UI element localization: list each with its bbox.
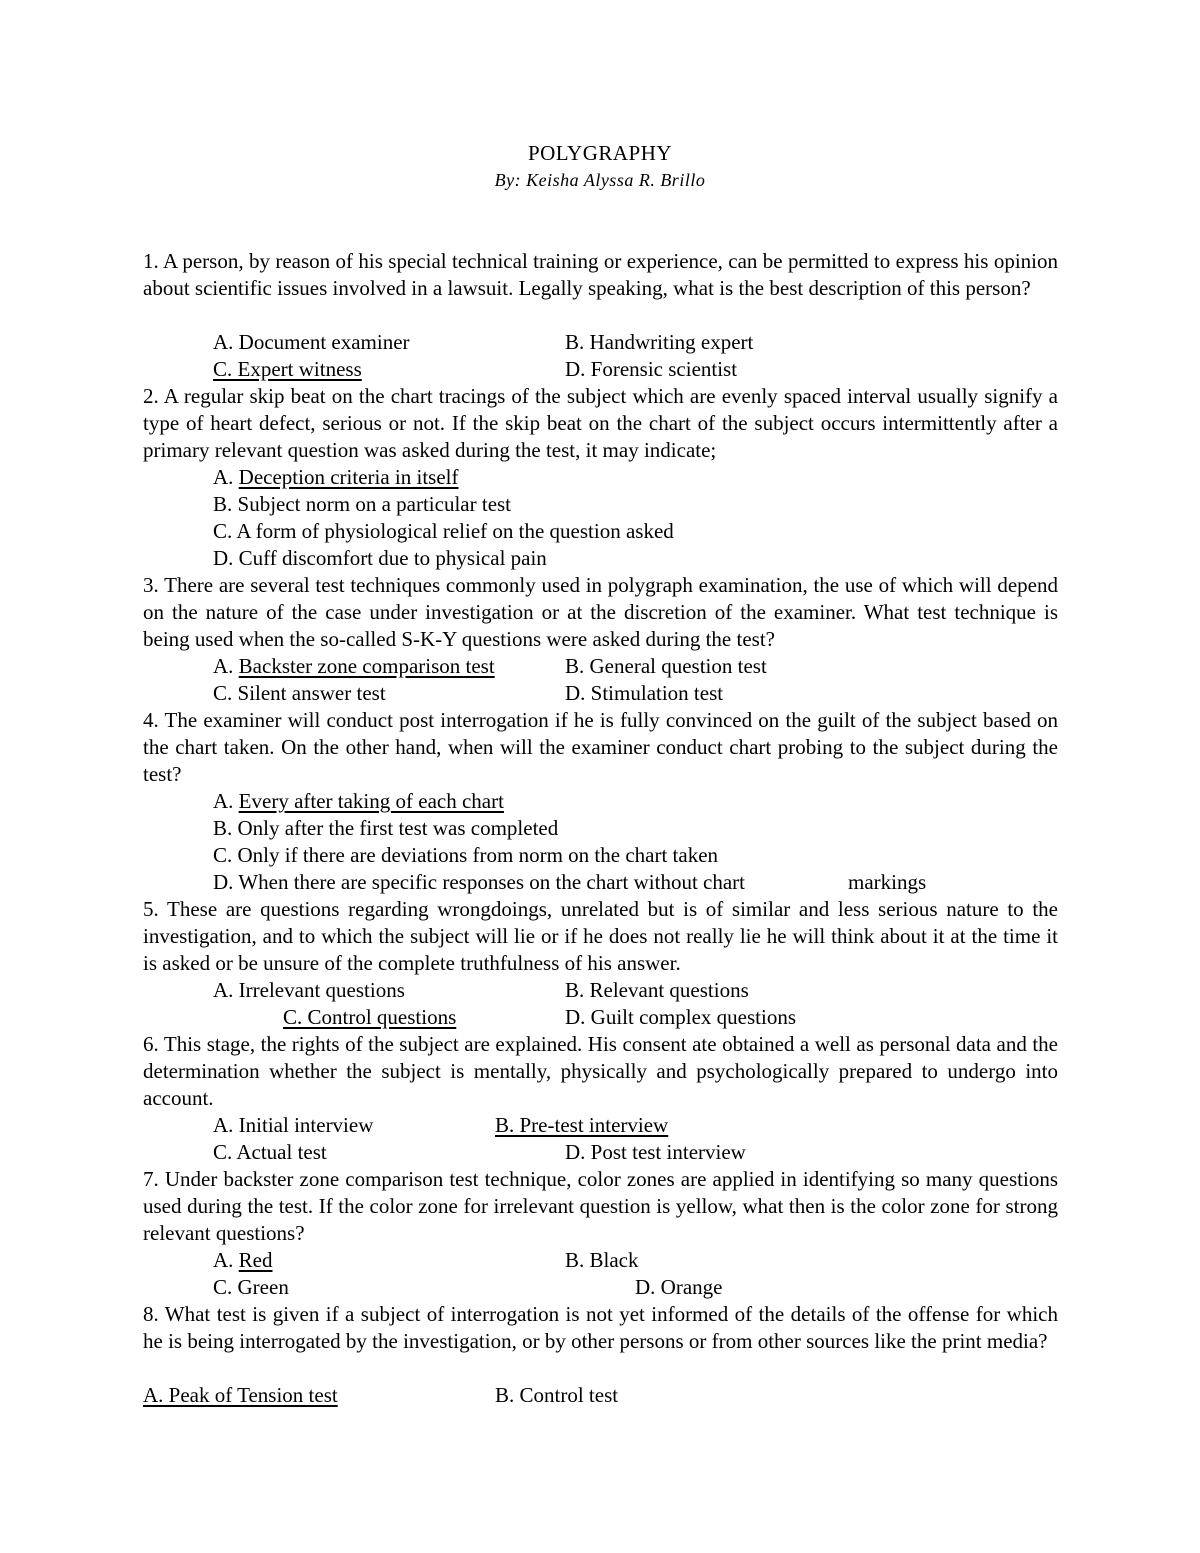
question-3-option-c (213, 680, 386, 707)
option-text: Every after taking of each chart (238, 789, 504, 813)
option-letter: A. (213, 654, 239, 678)
option-text: A form of physiological relief on the question asked (236, 519, 674, 543)
question-3-option-b (565, 653, 767, 680)
question-7-option-c (213, 1274, 289, 1301)
question-8-option-a (143, 1382, 338, 1409)
question-5-option-d (565, 1004, 796, 1031)
option-text: Expert witness (237, 357, 362, 381)
option-text: C. Control questions (283, 1005, 457, 1029)
option-letter: D. (213, 870, 239, 894)
question-7-option-a (213, 1247, 273, 1274)
question-1-option-a (213, 329, 410, 356)
document-author: By: Keisha Alyssa R. Brillo (494, 170, 706, 190)
option-text: Only if there are deviations from norm on the chart taken (237, 843, 719, 867)
option-text: Actual test (236, 1140, 327, 1164)
question-3-stem: 3. There are several test techniques commonly used in polygraph examination, the use of which will depend on the nature of the case under investigation or at the discretion of the examiner. What test technique is being used when the so-called S-K-Y questions were asked during the test? (143, 573, 1058, 651)
question-7-stem: 7. Under backster zone comparison test technique, color zones are applied in identifying so many questions used during the test. If the color zone for irrelevant question is yellow, what then is the color zone for strong relevant questions? (143, 1167, 1058, 1245)
question-5-option-c (283, 1004, 456, 1031)
option-text: When there are specific responses on the chart without chart (238, 870, 746, 894)
option-text: Black (589, 1248, 639, 1272)
option-text: Post test interview (590, 1140, 746, 1164)
option-letter: B. (565, 978, 590, 1002)
option-text: B. Pre-test interview (495, 1113, 669, 1137)
option-text: Irrelevant questions (238, 978, 405, 1002)
option-letter: A. (213, 789, 239, 813)
option-text: General question test (589, 654, 767, 678)
option-letter: C. (213, 1275, 238, 1299)
option-text: Deception criteria in itself (238, 465, 459, 489)
question-5-option-a (213, 977, 405, 1004)
question-4-option-d-trailing: markings (848, 870, 927, 894)
question-8-stem: 8. What test is given if a subject of interrogation is not yet informed of the details of the offense for which he is being interrogated by the investigation, or by other persons or from other sources like the print media? (143, 1302, 1058, 1353)
option-text: Relevant questions (589, 978, 749, 1002)
option-letter: B. (565, 330, 590, 354)
option-letter: D. (565, 1005, 591, 1029)
option-letter: B. (495, 1383, 520, 1407)
option-text: Silent answer test (237, 681, 386, 705)
question-2-stem: 2. A regular skip beat on the chart tracings of the subject which are evenly spaced interval usually signify a type of heart defect, serious or not. If the skip beat on the chart of the subject occurs intermittently after a primary relevant question was asked during the test, it may indicate; (143, 384, 1058, 462)
option-text: Forensic scientist (590, 357, 738, 381)
question-1-stem: 1. A person, by reason of his special technical training or experience, can be permitted to express his opinion about scientific issues involved in a lawsuit. Legally speaking, what is the best description of this person? (143, 249, 1058, 300)
option-letter: C. (213, 681, 238, 705)
question-4-stem: 4. The examiner will conduct post interrogation if he is fully convinced on the guilt of the subject based on the chart taken. On the other hand, when will the examiner conduct chart probing to the subject during the test? (143, 708, 1058, 786)
question-6-stem: 6. This stage, the rights of the subject are explained. His consent ate obtained a well as personal data and the determination whether the subject is mentally, physically and psychologically prepared to undergo into account. (143, 1032, 1058, 1110)
option-letter: A. (213, 1113, 239, 1137)
option-text: Initial interview (238, 1113, 374, 1137)
option-letter: B. (213, 492, 238, 516)
option-text: Document examiner (238, 330, 410, 354)
question-5-stem: 5. These are questions regarding wrongdoings, unrelated but is of similar and less serious nature to the investigation, and to which the subject will lie or if he does not really lie he will think about it at the time it is asked or be unsure of the complete truthfulness of his answer. (143, 897, 1058, 975)
question-1-option-b (565, 329, 753, 356)
option-letter: C. (213, 357, 238, 381)
option-letter: D. (635, 1275, 661, 1299)
option-text: A. Peak of Tension test (143, 1383, 338, 1407)
question-2-option-a (213, 464, 459, 491)
option-text: Orange (660, 1275, 723, 1299)
option-text: Green (237, 1275, 289, 1299)
option-text: Only after the first test was completed (237, 816, 559, 840)
question-2-option-d (213, 545, 547, 572)
document-title: POLYGRAPHY (527, 141, 673, 165)
question-4-option-b (213, 815, 558, 842)
option-text: Cuff discomfort due to physical pain (238, 546, 547, 570)
option-letter: A. (213, 978, 239, 1002)
option-letter: C. (213, 1140, 237, 1164)
option-text: Red (238, 1248, 273, 1272)
question-4-option-d (213, 869, 745, 896)
question-3-option-d (565, 680, 723, 707)
option-letter: C. (213, 843, 238, 867)
question-6-option-b (495, 1112, 668, 1139)
option-letter: A. (213, 1248, 239, 1272)
option-text: Control test (519, 1383, 619, 1407)
question-7-option-b (565, 1247, 639, 1274)
option-text: Backster zone comparison test (238, 654, 495, 678)
option-text: Stimulation test (590, 681, 724, 705)
option-letter: D. (213, 546, 239, 570)
option-letter: D. (565, 1140, 591, 1164)
option-text: Guilt complex questions (590, 1005, 796, 1029)
option-letter: D. (565, 681, 591, 705)
option-letter: B. (565, 1248, 590, 1272)
option-text: Subject norm on a particular test (237, 492, 512, 516)
question-3-option-a (213, 653, 495, 680)
question-1-option-c (213, 356, 362, 383)
question-8-option-b (495, 1382, 618, 1409)
option-text: Handwriting expert (589, 330, 754, 354)
question-6-option-c (213, 1139, 327, 1166)
option-letter: B. (565, 654, 590, 678)
option-letter: B. (213, 816, 238, 840)
question-2-option-c (213, 518, 674, 545)
option-letter: C. (213, 519, 237, 543)
question-7-option-d (635, 1274, 722, 1301)
question-6-option-a (213, 1112, 373, 1139)
option-letter: D. (565, 357, 591, 381)
question-5-option-b (565, 977, 749, 1004)
option-letter: A. (213, 465, 239, 489)
question-4-option-a (213, 788, 504, 815)
option-letter: A. (213, 330, 239, 354)
question-2-option-b (213, 491, 511, 518)
question-4-option-c (213, 842, 718, 869)
question-1-option-d (565, 356, 737, 383)
question-6-option-d (565, 1139, 746, 1166)
